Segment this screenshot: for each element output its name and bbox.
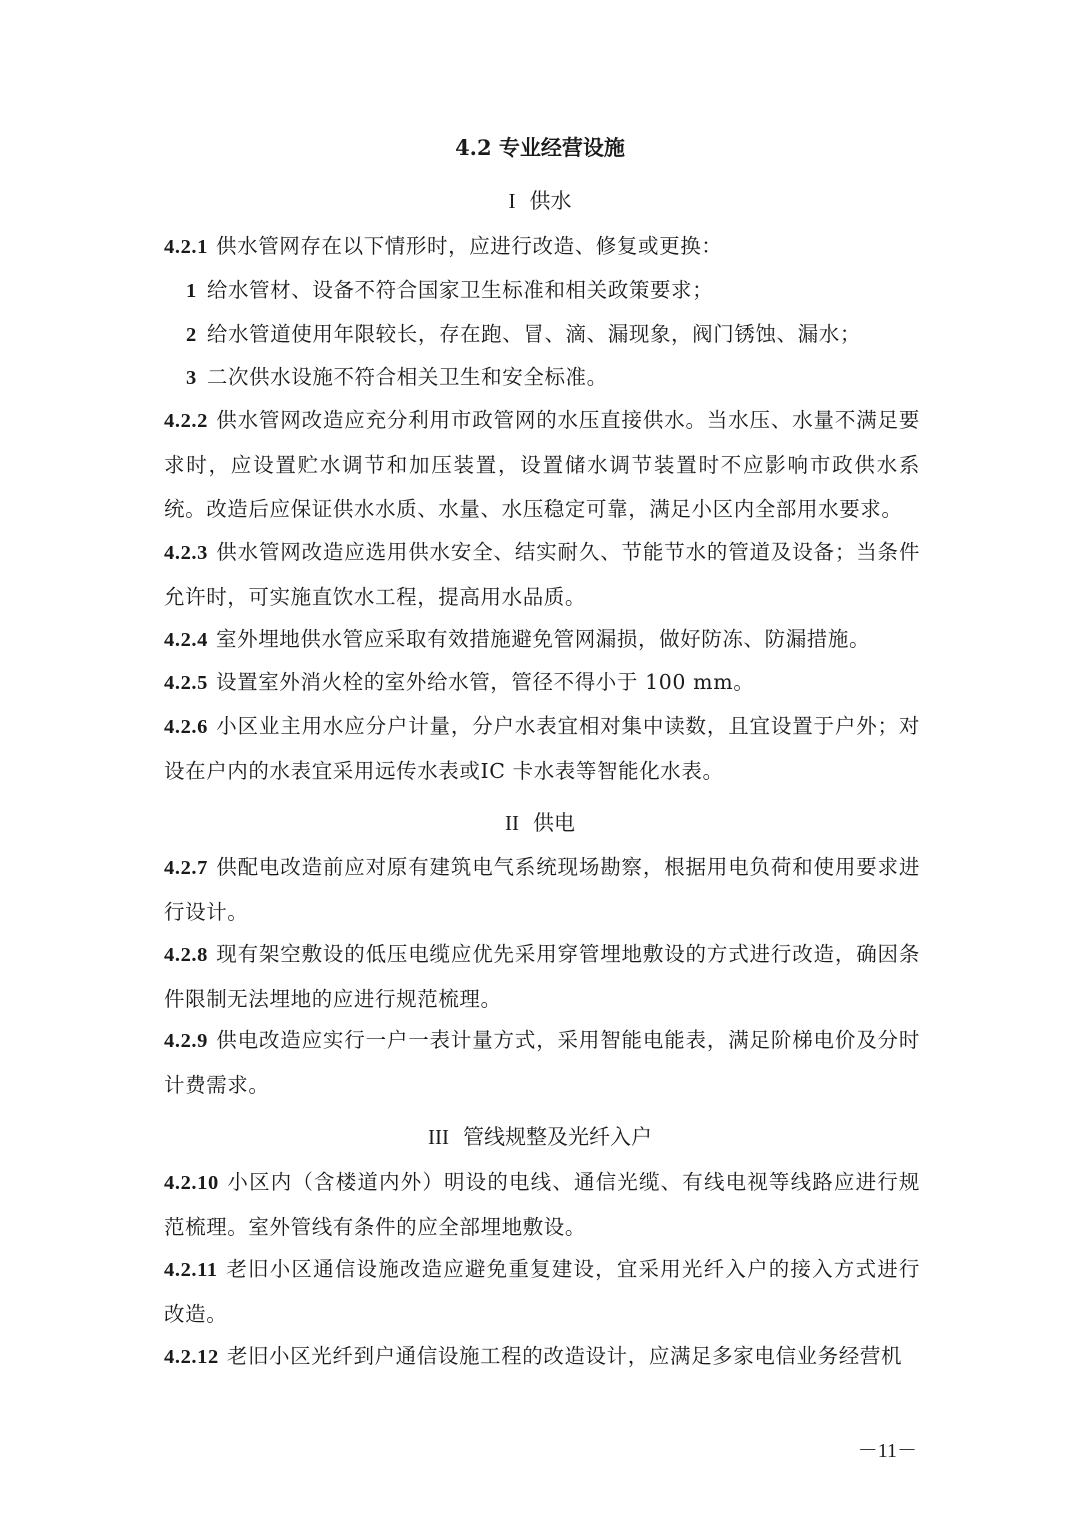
clause-number: 4.2.11 — [164, 1259, 218, 1281]
clause-text: 老旧小区光纤到户通信设施工程的改造设计，应满足多家电信业务经营机 — [226, 1344, 903, 1368]
clause-4-2-7 — [164, 845, 920, 934]
clause-number: 4.2.3 — [164, 542, 208, 564]
clause-number: 4.2.9 — [164, 1030, 208, 1052]
list-item — [186, 312, 920, 357]
clause-4-2-11 — [164, 1247, 920, 1336]
clause-4-2-10 — [164, 1160, 920, 1249]
clause-text: 供水管网改造应充分利用市政管网的水压直接供水。当水压、水量不满足要求时，应设置贮水调节和加压装置，设置储水调节装置时不应影响市政供水系统。改造后应保证供水水质、水量、水压稳定可靠，满足小区内全部用水要求。 — [164, 408, 920, 521]
clause-text: 供电改造应实行一户一表计量方式，采用智能电能表，满足阶梯电价及分时计费需求。 — [164, 1028, 920, 1097]
clause-text: 设置室外消火栓的室外给水管，管径不得小于 100 mm。 — [216, 670, 755, 694]
section-heading-pipelines-fiber — [0, 1122, 1080, 1152]
clause-number: 4.2.7 — [164, 857, 208, 879]
clause-text: 供配电改造前应对原有建筑电气系统现场勘察，根据用电负荷和使用要求进行设计。 — [164, 855, 920, 924]
section-heading-water-supply — [0, 186, 1080, 216]
section-title: 供水 — [529, 189, 572, 213]
clause-number: 4.2.8 — [164, 944, 208, 966]
item-text: 给水管材、设备不符合国家卫生标准和相关政策要求； — [206, 278, 714, 302]
clause-number: 4.2.2 — [164, 410, 208, 432]
clause-4-2-5 — [164, 660, 920, 705]
list-item — [186, 268, 920, 313]
clause-number: 4.2.1 — [164, 236, 208, 258]
clause-text: 小区内（含楼道内外）明设的电线、通信光缆、有线电视等线路应进行规范梳理。室外管线有条件的应全部埋地敷设。 — [164, 1170, 920, 1239]
section-numeral: II — [505, 811, 519, 835]
clause-4-2-9 — [164, 1018, 920, 1107]
clause-text: 小区业主用水应分户计量，分户水表宜相对集中读数，且宜设置于户外；对设在户内的水表宜采用远传水表或IC 卡水表等智能化水表。 — [164, 714, 920, 783]
section-numeral: I — [508, 189, 516, 213]
clause-text: 供水管网改造应选用供水安全、结实耐久、节能节水的管道及设备；当条件允许时，可实施直饮水工程，提高用水品质。 — [164, 540, 920, 609]
clause-4-2-8 — [164, 932, 920, 1021]
clause-number: 4.2.6 — [164, 716, 208, 738]
clause-4-2-3 — [164, 530, 920, 619]
clause-text: 供水管网存在以下情形时，应进行改造、修复或更换： — [216, 234, 723, 258]
page-title: 4.2 专业经营设施 — [455, 135, 625, 160]
list-item — [186, 355, 920, 400]
clause-number: 4.2.12 — [164, 1346, 219, 1368]
page-number: －11－ — [857, 1440, 917, 1462]
clause-text: 现有架空敷设的低压电缆应优先采用穿管埋地敷设的方式进行改造，确因条件限制无法埋地的应进行规范梳理。 — [164, 942, 920, 1011]
section-title: 供电 — [533, 811, 575, 835]
clause-4-2-2 — [164, 398, 920, 531]
clause-number: 4.2.10 — [164, 1172, 219, 1194]
item-number: 1 — [186, 280, 197, 302]
section-title: 管线规整及光纤入户 — [462, 1125, 652, 1149]
item-number: 3 — [186, 367, 197, 389]
clause-4-2-4 — [164, 617, 920, 662]
section-heading-power-supply — [0, 808, 1080, 838]
clause-4-2-12 — [164, 1334, 920, 1379]
item-number: 2 — [186, 324, 197, 346]
clause-4-2-1 — [164, 224, 920, 269]
clause-number: 4.2.5 — [164, 672, 208, 694]
item-text: 二次供水设施不符合相关卫生和安全标准。 — [206, 365, 608, 389]
clause-text: 老旧小区通信设施改造应避免重复建设，宜采用光纤入户的接入方式进行改造。 — [164, 1257, 920, 1326]
clause-4-2-6 — [164, 704, 920, 793]
section-numeral: III — [428, 1125, 449, 1149]
clause-number: 4.2.4 — [164, 629, 208, 651]
item-text: 给水管道使用年限较长，存在跑、冒、滴、漏现象，阀门锈蚀、漏水； — [206, 322, 861, 346]
clause-text: 室外埋地供水管应采取有效措施避免管网漏损，做好防冻、防漏措施。 — [216, 627, 871, 651]
